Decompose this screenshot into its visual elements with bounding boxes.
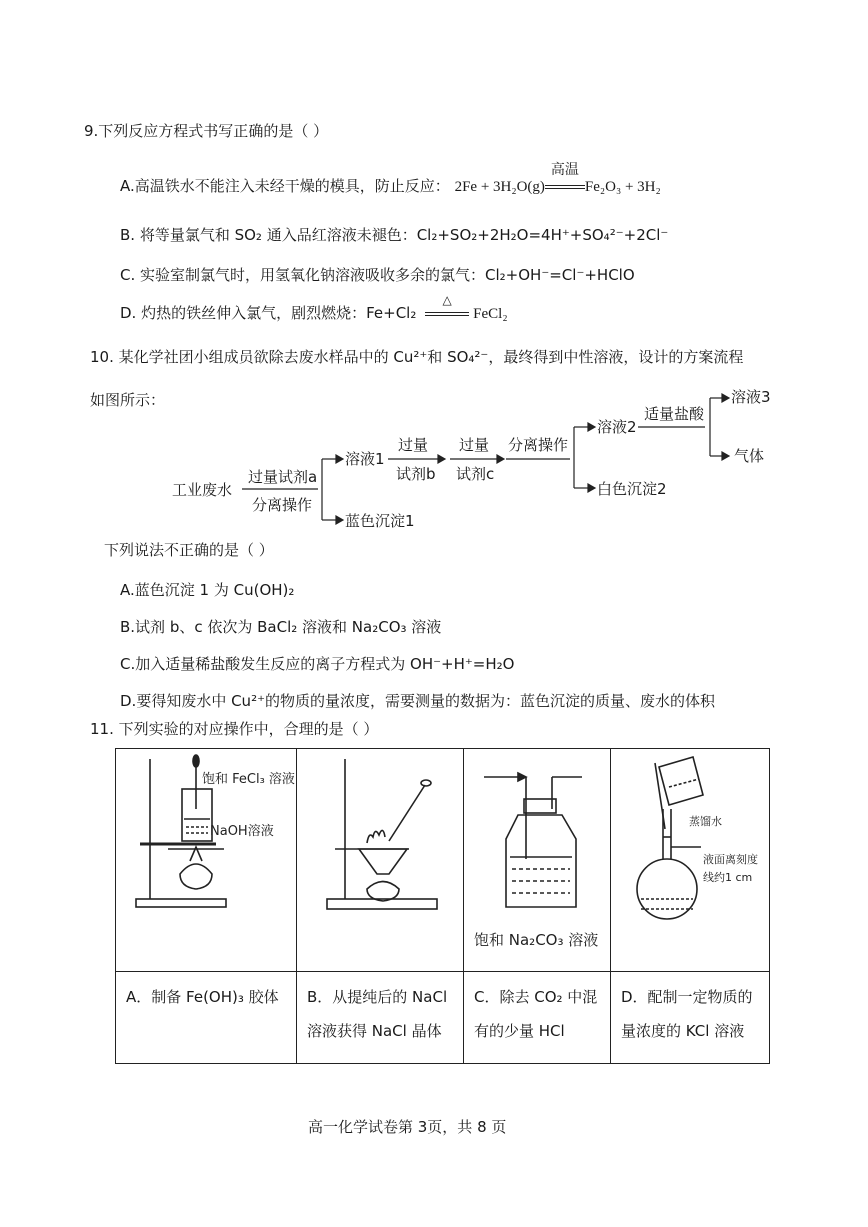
q9-option-a-condition: 高温 (550, 162, 579, 178)
q11-option-c-cell[interactable] (464, 972, 611, 1064)
apparatus-b-icon (297, 749, 463, 971)
flow-start: 工业废水 (172, 481, 233, 499)
q11-figure-b (297, 749, 464, 972)
q10-stem-line1: 10. 某化学社团小组成员欲除去废水样品中的 Cu²⁺和 SO₄²⁻，最终得到中性溶液，设计的方案流程 (90, 348, 744, 366)
q10-option-c: C.加入适量稀盐酸发生反应的离子方程式为 OH⁻+H⁺=H₂O (120, 655, 515, 673)
apparatus-a-icon (116, 749, 296, 971)
apparatus-d-label-level: 液面离刻度 (703, 853, 758, 866)
apparatus-a-label-fecl3: 饱和 FeCl₃ 溶液 (202, 772, 295, 787)
q9-option-a-arrow (545, 162, 585, 196)
q9-option-d-text: D. 灼热的铁丝伸入氯气，剧烈燃烧：Fe+Cl₂ (120, 304, 417, 322)
q11-figure-c (464, 749, 611, 972)
flow-precipitate2: 白色沉淀2 (597, 480, 667, 498)
flow-solution3: 溶液3 (731, 388, 771, 406)
q9-option-a-eq-left: 2Fe + 3H₂O(g) (454, 179, 545, 195)
apparatus-d-label-1cm: 线约1 cm (703, 871, 753, 884)
q9-option-d-product: FeCl₂ (473, 306, 508, 322)
page-footer: 高一化学试卷第 3页，共 8 页 (308, 1118, 507, 1136)
q10-stem-line2: 如图所示： (90, 391, 166, 409)
q11-option-b: B．从提纯后的 NaCl 溶液获得 NaCl 晶体 (307, 988, 448, 1040)
flow-step1-operation: 分离操作 (252, 496, 313, 514)
q10-option-b: B.试剂 b、c 依次为 BaCl₂ 溶液和 Na₂CO₃ 溶液 (120, 618, 442, 636)
q10-option-a: A.蓝色沉淀 1 为 Cu(OH)₂ (120, 581, 295, 599)
q11-option-d-cell[interactable] (611, 972, 770, 1064)
q9-stem: 9.下列反应方程式书写正确的是（ ） (84, 122, 329, 140)
flow-step3-reagent: 试剂c (456, 465, 495, 483)
q11-option-c: C．除去 CO₂ 中混有的少量 HCl (474, 988, 598, 1040)
flow-solution2: 溶液2 (597, 418, 637, 436)
flow-step1-reagent: 过量试剂a (248, 468, 318, 486)
apparatus-a-label-naoh: NaOH溶液 (210, 824, 274, 839)
flow-step2-reagent: 试剂b (396, 465, 436, 483)
q10-option-d: D.要得知废水中 Cu²⁺的物质的量浓度，需要测量的数据为：蓝色沉淀的质量、废水的体积 (120, 692, 716, 710)
flow-step3-top: 过量 (459, 436, 490, 454)
q11-option-a: A．制备 Fe(OH)₃ 胶体 (126, 988, 279, 1006)
q9-option-d-arrow (425, 293, 469, 323)
apparatus-c-label: 饱和 Na₂CO₃ 溶液 (474, 931, 599, 949)
q9-option-a (120, 162, 661, 197)
flow-solution1: 溶液1 (345, 450, 385, 468)
q11-figure-d (611, 749, 770, 972)
flow-gas: 气体 (734, 447, 765, 465)
q9-option-a-eq-right: Fe₂O₃ + 3H₂ (584, 179, 661, 195)
flow-step4-operation: 分离操作 (508, 436, 569, 454)
flow-precipitate1: 蓝色沉淀1 (345, 512, 415, 530)
flow-step5-reagent: 适量盐酸 (644, 405, 705, 423)
q9-option-a-text: A.高温铁水不能注入未经干燥的模具，防止反应： (120, 177, 450, 195)
apparatus-d-label-water: 蒸馏水 (689, 815, 722, 828)
q10-ask: 下列说法不正确的是（ ） (104, 541, 274, 559)
q9-option-d-condition: △ (442, 293, 452, 307)
q11-option-a-cell[interactable] (116, 972, 297, 1064)
q9-option-d (120, 293, 508, 324)
q11-options-table (115, 748, 770, 1064)
q11-figure-a (116, 749, 297, 972)
q9-option-c: C. 实验室制氯气时，用氢氧化钠溶液吸收多余的氯气：Cl₂+OH⁻=Cl⁻+HClO (120, 266, 635, 284)
q11-option-b-cell[interactable] (297, 972, 464, 1064)
q11-option-d: D．配制一定物质的量浓度的 KCl 溶液 (621, 988, 753, 1040)
apparatus-d-icon (611, 749, 769, 971)
flow-step2-top: 过量 (398, 436, 429, 454)
q9-option-b: B. 将等量氯气和 SO₂ 通入品红溶液未褪色：Cl₂+SO₂+2H₂O=4H⁺+SO₄²⁻+2Cl⁻ (120, 226, 669, 244)
q11-stem: 11. 下列实验的对应操作中，合理的是（ ） (90, 720, 379, 738)
apparatus-c-icon (464, 749, 610, 971)
